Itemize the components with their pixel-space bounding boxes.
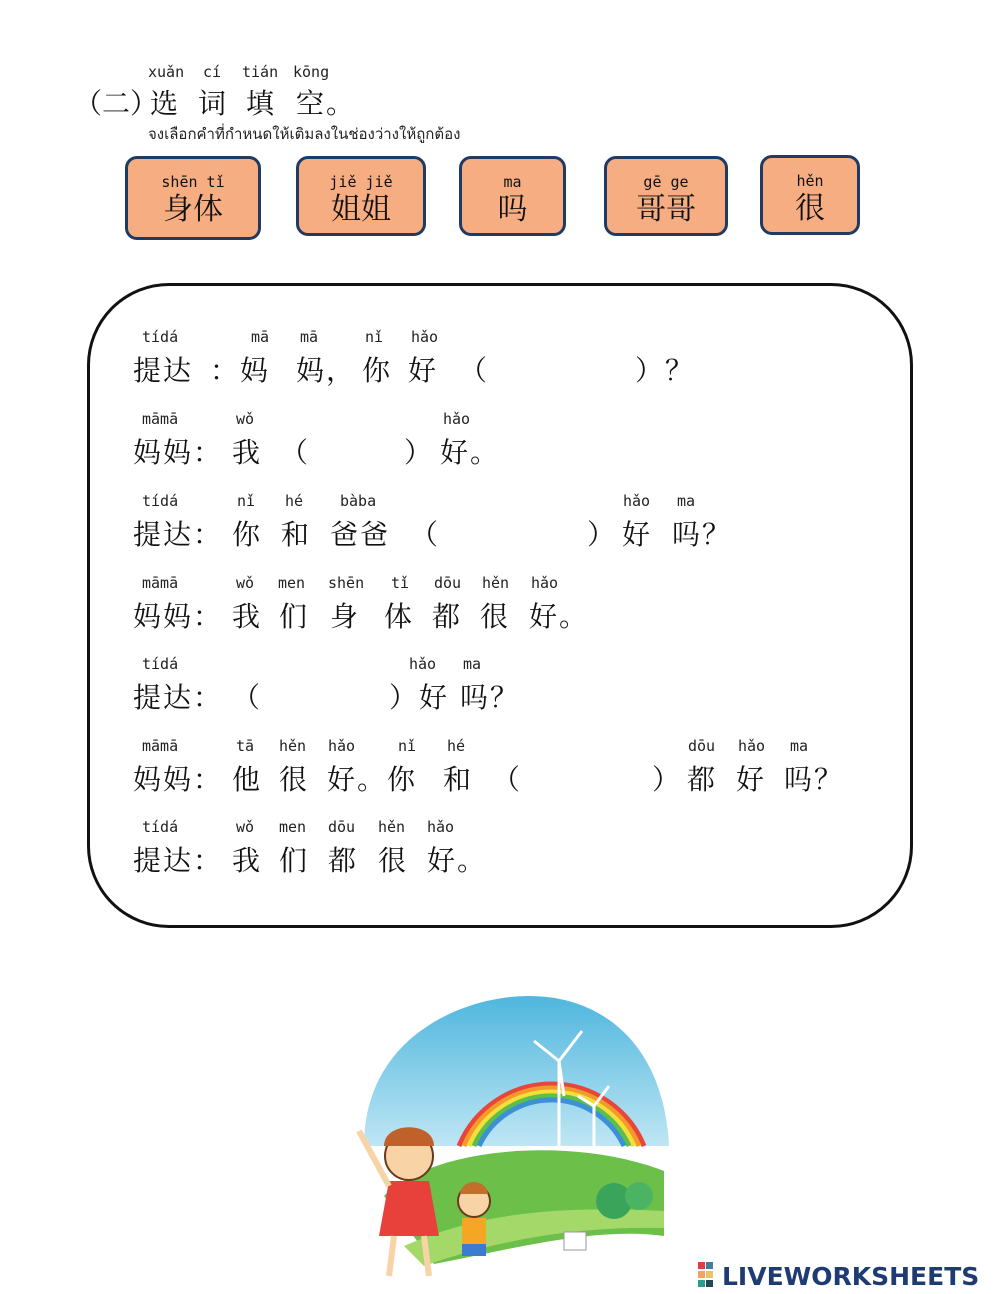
title-char-3: 填 [246, 87, 277, 120]
dialogue-text: 他 [232, 763, 263, 796]
speaker-tida: 提达： [133, 844, 224, 877]
word-hanzi: 姐姐 [331, 192, 391, 227]
dialogue-text: 很 [378, 844, 409, 877]
dialogue-text: 好 [622, 518, 653, 551]
pinyin: mā [300, 328, 319, 346]
pinyin: nǐ [398, 737, 417, 755]
dialogue-text: 好。 [440, 436, 501, 469]
dialogue-text: 很 [279, 763, 310, 796]
pinyin: hěn [279, 737, 307, 755]
dialogue-text: 好。 [427, 844, 488, 877]
pinyin: hǎo [411, 328, 439, 346]
word-card-jiejie[interactable] [296, 156, 426, 236]
word-card-gege[interactable] [604, 156, 728, 236]
pinyin: hǎo [531, 574, 559, 592]
title-char-2: 词 [198, 87, 229, 120]
speaker-mama: 妈妈： [133, 436, 224, 469]
pinyin: men [279, 818, 307, 836]
bracket-open: （ [410, 518, 441, 551]
instruction-text: จงเลือกคำที่กำหนดให้เติมลงในช่องว่างให้ถูกต้อง [148, 125, 461, 143]
pinyin: tā [236, 737, 255, 755]
bracket-open: （ [280, 436, 311, 469]
dialogue-text: 身 [330, 600, 361, 633]
pinyin: tídá [142, 328, 179, 346]
answer-blank-2[interactable] [302, 428, 406, 470]
dialogue-text: 好 [408, 354, 439, 387]
word-hanzi: 哥哥 [636, 192, 696, 227]
pinyin: hé [285, 492, 304, 510]
answer-blank-1[interactable] [480, 346, 634, 388]
title-pinyin-2: cí [203, 63, 222, 81]
dialogue-text: 我 [232, 600, 263, 633]
title-char-4: 空。 [296, 87, 357, 120]
dialogue-text: 们 [279, 844, 310, 877]
dialogue-text: 吗？ [672, 518, 733, 551]
dialogue-text: 很 [480, 600, 511, 633]
liveworksheets-logo-text: LIVEWORKSHEETS [722, 1262, 980, 1291]
dialogue-text: 都 [432, 600, 463, 633]
speaker-tida: 提达： [133, 518, 224, 551]
pinyin: ma [463, 655, 482, 673]
pinyin: dōu [688, 737, 716, 755]
answer-blank-3[interactable] [432, 510, 588, 552]
word-pinyin: hěn [796, 172, 824, 190]
word-hanzi: 很 [795, 191, 825, 226]
pinyin: māmā [142, 574, 179, 592]
pinyin: hǎo [623, 492, 651, 510]
pinyin: mā [251, 328, 270, 346]
pinyin: hǎo [443, 410, 471, 428]
title-pinyin-4: kōng [293, 63, 330, 81]
word-pinyin: shēn tǐ [161, 173, 225, 191]
pinyin: hǎo [409, 655, 437, 673]
dialogue-text: ）好 [389, 681, 450, 714]
pinyin: men [278, 574, 306, 592]
dialogue-text: 好。你 [327, 763, 418, 796]
pinyin: ma [677, 492, 696, 510]
children-rainbow-illustration [344, 996, 674, 1286]
bracket-open: （ [459, 354, 490, 387]
title-char-1: 选 [150, 87, 181, 120]
bracket-open: （ [492, 763, 523, 796]
pinyin: nǐ [365, 328, 384, 346]
bracket-close: ）？ [635, 354, 696, 387]
pinyin: wǒ [236, 574, 255, 592]
section-number: （二） [74, 87, 159, 120]
dialogue-text: 我 [232, 844, 263, 877]
dialogue-text: 和 [443, 763, 474, 796]
pinyin: tídá [142, 818, 179, 836]
pinyin: hěn [482, 574, 510, 592]
pinyin: dōu [434, 574, 462, 592]
word-card-shenti[interactable] [125, 156, 261, 240]
pinyin: tídá [142, 492, 179, 510]
answer-blank-5[interactable] [514, 755, 654, 797]
dialogue-text: 们 [279, 600, 310, 633]
dialogue-text: 我 [232, 436, 263, 469]
bracket-open: （ [232, 681, 263, 714]
dialogue-text: 妈， [296, 354, 357, 387]
answer-blank-4[interactable] [254, 673, 388, 715]
pinyin: bàba [340, 492, 377, 510]
dialogue-text: 爸爸 [330, 518, 391, 551]
speaker-tida: 提达 [133, 354, 194, 387]
pinyin: ma [790, 737, 809, 755]
word-card-ma[interactable] [459, 156, 566, 236]
dialogue-text: 你 [362, 354, 393, 387]
dialogue-text: 你 [232, 518, 263, 551]
pinyin: wǒ [236, 818, 255, 836]
pinyin: hǎo [328, 737, 356, 755]
pinyin: nǐ [237, 492, 256, 510]
dialogue-text: 好 [736, 763, 767, 796]
pinyin: hěn [378, 818, 406, 836]
small-house [564, 1232, 586, 1250]
speaker-tida: 提达： [133, 681, 224, 714]
speaker-mama: 妈妈： [133, 600, 224, 633]
tree [625, 1182, 653, 1210]
liveworksheets-logo-icon [698, 1262, 720, 1288]
pinyin: dōu [328, 818, 356, 836]
pinyin: hǎo [427, 818, 455, 836]
word-pinyin: jiě jiě [329, 173, 393, 191]
title-pinyin-1: xuǎn [148, 63, 185, 81]
girl-figure [359, 1127, 439, 1276]
dialogue-text: 都 [328, 844, 359, 877]
pinyin: māmā [142, 737, 179, 755]
title-pinyin-3: tián [242, 63, 279, 81]
word-hanzi: 身体 [163, 192, 223, 227]
dialogue-text: 吗？ [460, 681, 521, 714]
dialogue-text: 吗？ [784, 763, 845, 796]
bracket-close: ） [652, 763, 683, 796]
dialogue-text: 体 [384, 600, 415, 633]
pinyin: māmā [142, 410, 179, 428]
bracket-close: ） [587, 518, 618, 551]
pinyin: shēn [328, 574, 365, 592]
dialogue-text: 和 [281, 518, 312, 551]
dialogue-text: 好。 [529, 600, 590, 633]
pinyin: hé [447, 737, 466, 755]
dialogue-text: 都 [687, 763, 718, 796]
pinyin: tídá [142, 655, 179, 673]
pinyin: tǐ [391, 574, 410, 592]
word-card-hen[interactable] [760, 155, 860, 235]
pinyin: wǒ [236, 410, 255, 428]
speaker-mama: 妈妈： [133, 763, 224, 796]
word-pinyin: ma [503, 173, 522, 191]
pinyin: hǎo [738, 737, 766, 755]
bracket-close: ） [404, 436, 435, 469]
word-pinyin: gē ge [643, 173, 689, 191]
boy-figure [458, 1182, 490, 1256]
dialogue-text: ：妈 [210, 354, 271, 387]
word-hanzi: 吗 [497, 192, 528, 227]
